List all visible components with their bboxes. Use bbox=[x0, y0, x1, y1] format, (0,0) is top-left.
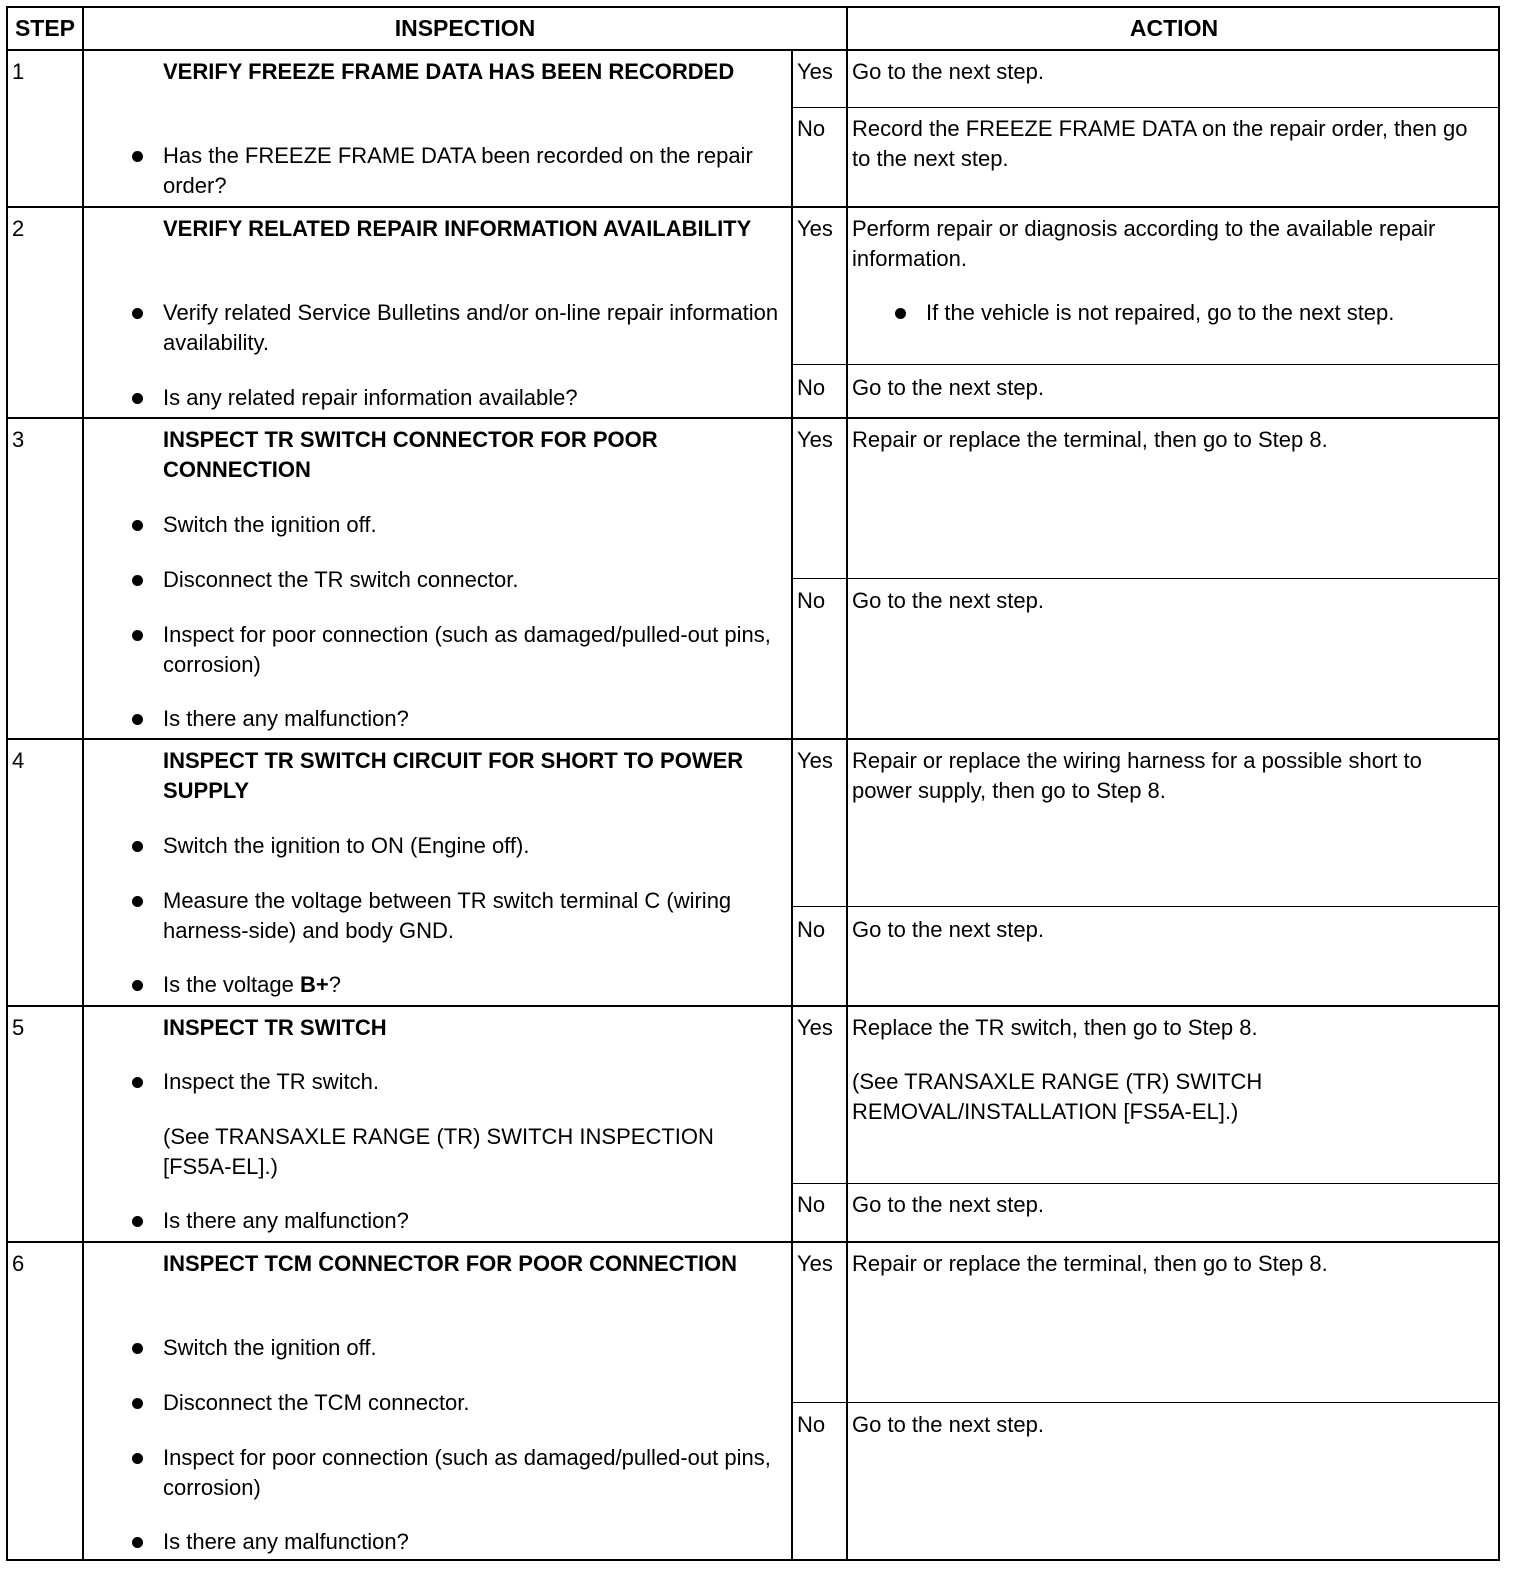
bullet-icon bbox=[132, 393, 143, 404]
inspection-bullet: Is there any malfunction? bbox=[163, 1527, 783, 1557]
yes-action: Go to the next step. bbox=[852, 59, 1045, 84]
no-action: Go to the next step. bbox=[852, 588, 1045, 613]
header-action: ACTION bbox=[1129, 15, 1219, 41]
yes-action-bullet: If the vehicle is not repaired, go to the next step. bbox=[926, 298, 1486, 328]
divider bbox=[791, 906, 1500, 907]
step-number: 1 bbox=[12, 59, 25, 84]
yes-action-note: (See TRANSAXLE RANGE (TR) SWITCH REMOVAL/INSTALLATION [FS5A-EL].) bbox=[852, 1069, 1263, 1124]
divider bbox=[791, 1402, 1500, 1403]
divider bbox=[82, 8, 84, 1561]
no-action: Go to the next step. bbox=[852, 375, 1045, 400]
divider bbox=[8, 1005, 1500, 1007]
inspection-bullet: Switch the ignition to ON (Engine off). bbox=[163, 831, 783, 861]
no-action: Go to the next step. bbox=[852, 1412, 1045, 1437]
bullet-icon bbox=[132, 714, 143, 725]
bullet-icon bbox=[132, 575, 143, 586]
no-action: Record the FREEZE FRAME DATA on the repair order, then go to the next step. bbox=[852, 116, 1468, 171]
yes-action: Repair or replace the wiring harness for a possible short to power supply, then go to Step 8. bbox=[852, 748, 1422, 803]
bullet-icon bbox=[132, 1077, 143, 1088]
yes-action: Repair or replace the terminal, then go to Step 8. bbox=[852, 1251, 1328, 1276]
step-number: 6 bbox=[12, 1251, 25, 1276]
divider bbox=[8, 738, 1500, 740]
inspection-bullet: Inspect the TR switch. bbox=[163, 1067, 783, 1097]
step-number: 4 bbox=[12, 748, 25, 773]
inspection-bullet: Verify related Service Bulletins and/or on-line repair information availability. bbox=[163, 298, 783, 358]
bullet-icon bbox=[132, 520, 143, 531]
step-title: VERIFY RELATED REPAIR INFORMATION AVAILABILITY bbox=[163, 216, 752, 241]
bullet-icon bbox=[132, 308, 143, 319]
inspection-bullet: Is the voltage B+? bbox=[163, 970, 783, 1000]
divider bbox=[8, 49, 1500, 51]
no-label: No bbox=[797, 375, 826, 400]
inspection-note: (See TRANSAXLE RANGE (TR) SWITCH INSPECTION [FS5A-EL].) bbox=[163, 1124, 714, 1179]
bullet-icon bbox=[132, 630, 143, 641]
divider bbox=[791, 578, 1500, 579]
step-title: INSPECT TR SWITCH CONNECTOR FOR POOR CONNECTION bbox=[163, 427, 658, 482]
yes-label: Yes bbox=[797, 1015, 833, 1040]
step-number: 3 bbox=[12, 427, 25, 452]
divider bbox=[791, 364, 1500, 365]
divider bbox=[791, 107, 1500, 108]
inspection-bullet: Disconnect the TCM connector. bbox=[163, 1388, 783, 1418]
step-title: INSPECT TR SWITCH bbox=[163, 1015, 387, 1040]
diagnostic-table bbox=[6, 6, 1500, 1561]
bullet-icon bbox=[132, 1398, 143, 1409]
inspection-bullet: Measure the voltage between TR switch terminal C (wiring harness-side) and body GND. bbox=[163, 886, 783, 946]
no-action: Go to the next step. bbox=[852, 1192, 1045, 1217]
no-label: No bbox=[797, 116, 826, 141]
header-inspection: INSPECTION bbox=[394, 15, 536, 41]
yes-label: Yes bbox=[797, 59, 833, 84]
inspection-bullet: Is there any malfunction? bbox=[163, 1206, 783, 1236]
divider bbox=[8, 1241, 1500, 1243]
yes-label: Yes bbox=[797, 1251, 833, 1276]
inspection-bullet: Inspect for poor connection (such as damaged/pulled-out pins, corrosion) bbox=[163, 620, 783, 680]
yes-action: Perform repair or diagnosis according to the available repair information. bbox=[852, 216, 1436, 271]
bullet-icon bbox=[132, 1453, 143, 1464]
bullet-icon bbox=[132, 896, 143, 907]
no-label: No bbox=[797, 1192, 826, 1217]
inspection-bullet: Switch the ignition off. bbox=[163, 1333, 783, 1363]
no-label: No bbox=[797, 1412, 826, 1437]
divider bbox=[8, 417, 1500, 419]
bullet-icon bbox=[132, 151, 143, 162]
yes-label: Yes bbox=[797, 748, 833, 773]
inspection-bullet: Has the FREEZE FRAME DATA been recorded on the repair order? bbox=[163, 141, 783, 201]
step-title: INSPECT TR SWITCH CIRCUIT FOR SHORT TO POWER SUPPLY bbox=[163, 748, 744, 803]
bullet-icon bbox=[895, 308, 906, 319]
no-label: No bbox=[797, 588, 826, 613]
divider bbox=[846, 8, 848, 1561]
yes-label: Yes bbox=[797, 427, 833, 452]
inspection-bullet: Inspect for poor connection (such as damaged/pulled-out pins, corrosion) bbox=[163, 1443, 783, 1503]
bullet-icon bbox=[132, 841, 143, 852]
bullet-icon bbox=[132, 980, 143, 991]
step-number: 5 bbox=[12, 1015, 25, 1040]
inspection-bullet: Is there any malfunction? bbox=[163, 704, 783, 734]
bullet-icon bbox=[132, 1216, 143, 1227]
no-action: Go to the next step. bbox=[852, 917, 1045, 942]
inspection-bullet: Disconnect the TR switch connector. bbox=[163, 565, 783, 595]
header-step: STEP bbox=[14, 15, 76, 41]
bullet-icon bbox=[132, 1537, 143, 1548]
yes-action: Repair or replace the terminal, then go to Step 8. bbox=[852, 427, 1328, 452]
divider bbox=[791, 49, 793, 1561]
step-title: VERIFY FREEZE FRAME DATA HAS BEEN RECORDED bbox=[163, 59, 735, 84]
step-title: INSPECT TCM CONNECTOR FOR POOR CONNECTION bbox=[163, 1251, 738, 1276]
inspection-bullet: Is any related repair information available? bbox=[163, 383, 783, 413]
yes-label: Yes bbox=[797, 216, 833, 241]
yes-action: Replace the TR switch, then go to Step 8. bbox=[852, 1015, 1258, 1040]
step-number: 2 bbox=[12, 216, 25, 241]
inspection-bullet: Switch the ignition off. bbox=[163, 510, 783, 540]
divider bbox=[791, 1183, 1500, 1184]
divider bbox=[8, 206, 1500, 208]
bullet-icon bbox=[132, 1343, 143, 1354]
no-label: No bbox=[797, 917, 826, 942]
